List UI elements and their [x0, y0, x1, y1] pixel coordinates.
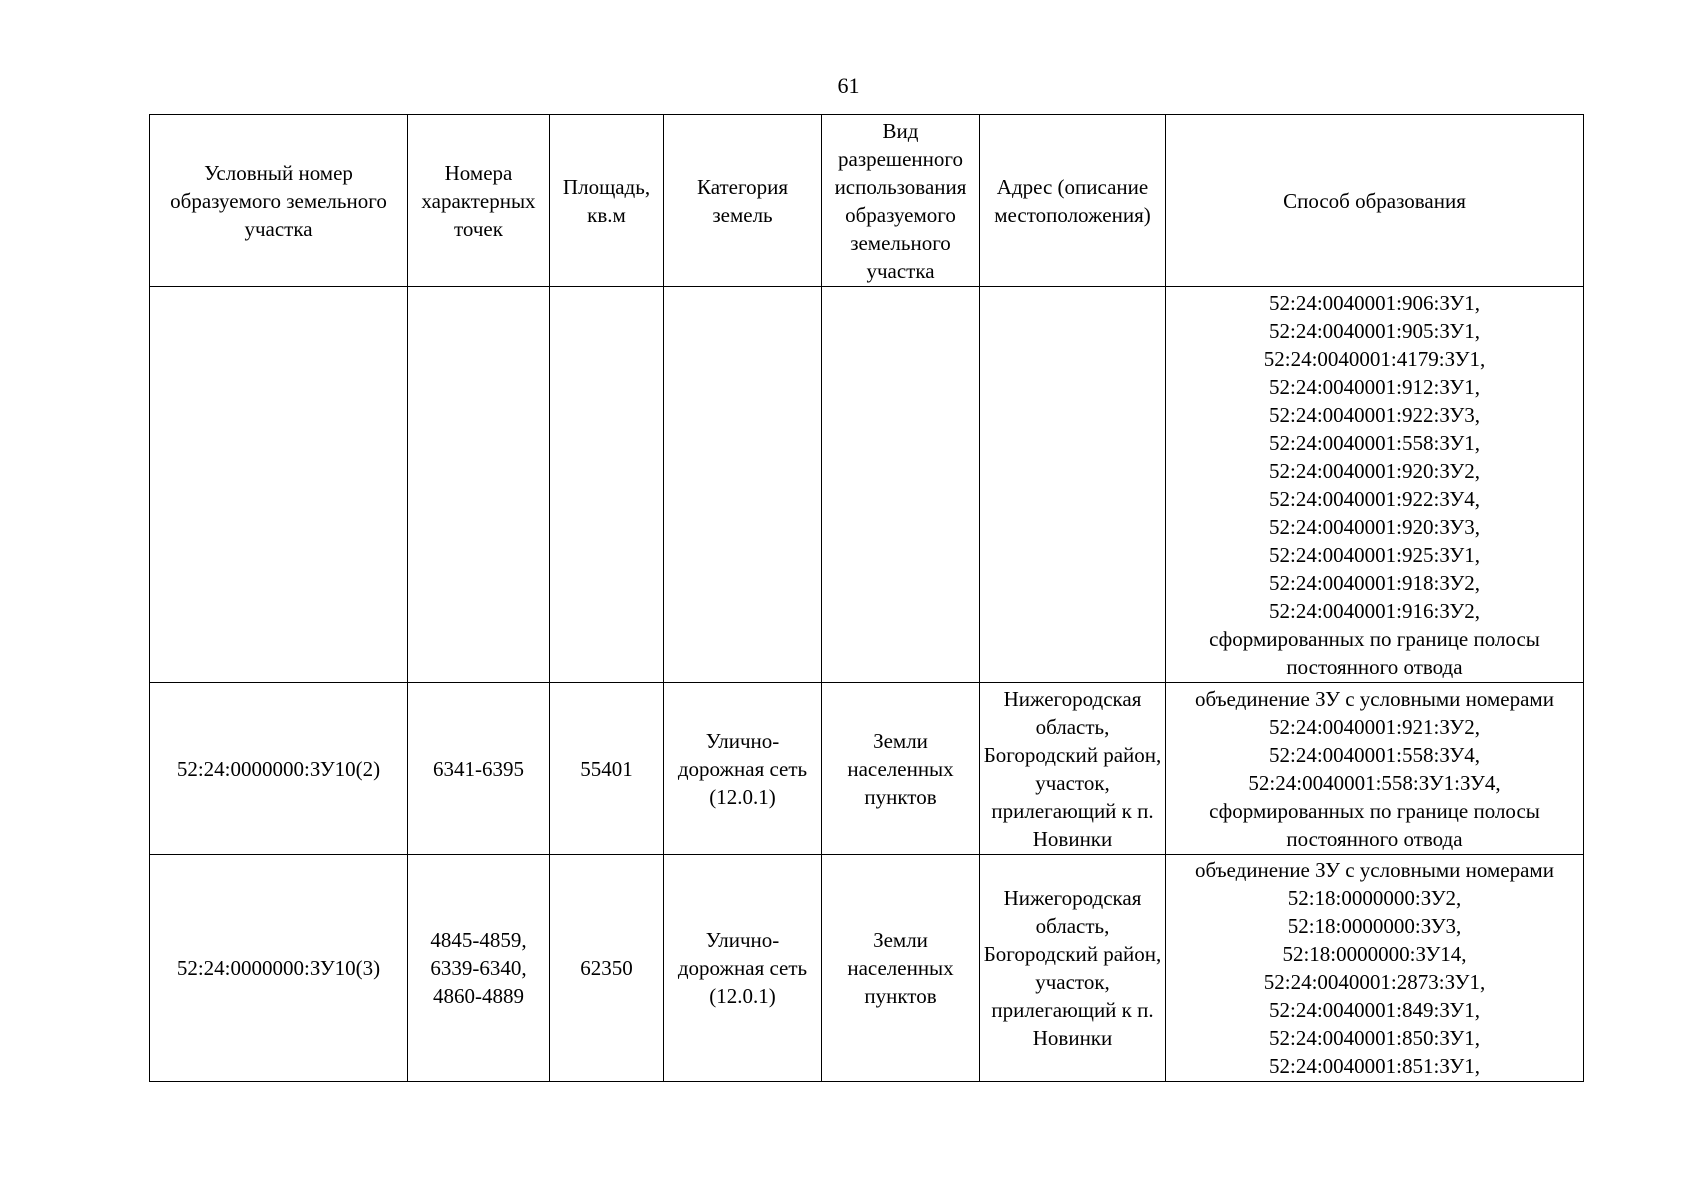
table-row	[150, 683, 1584, 855]
land-plots-table	[149, 114, 1584, 1082]
cell-plot-number: 52:24:0000000:ЗУ10(3)	[150, 855, 408, 1082]
cell-formation-method: 52:24:0040001:906:ЗУ1, 52:24:0040001:905:ЗУ1, 52:24:0040001:4179:ЗУ1, 52:24:0040001:912:ЗУ1, 52:24:0040001:922:ЗУ3, 52:24:0040001:558:ЗУ1, 52:24:0040001:920:ЗУ2, 52:24:0040001:922:ЗУ4, 52:24:0040001:920:ЗУ3, 52:24:0040001:925:ЗУ1, 52:24:0040001:918:ЗУ2, 52:24:0040001:916:ЗУ2, сформированных по границе полосы постоянного отвода	[1166, 287, 1584, 683]
cell-formation-method: объединение ЗУ с условными номерами 52:24:0040001:921:ЗУ2, 52:24:0040001:558:ЗУ4, 52:24:0040001:558:ЗУ1:ЗУ4, сформированных по границе полосы постоянного отвода	[1166, 683, 1584, 855]
header-address: Адрес (описание местоположения)	[980, 115, 1166, 287]
header-area: Площадь, кв.м	[550, 115, 664, 287]
header-permitted-use: Вид разрешенного использования образуемого земельного участка	[822, 115, 980, 287]
header-row	[150, 115, 1584, 287]
cell-address: Нижегородская область, Богородский район, участок, прилегающий к п. Новинки	[980, 683, 1166, 855]
cell-area	[550, 287, 664, 683]
cell-permitted-use: Земли населенных пунктов	[822, 855, 980, 1082]
table-body	[150, 287, 1584, 1082]
cell-formation-method: объединение ЗУ с условными номерами 52:18:0000000:ЗУ2, 52:18:0000000:ЗУ3, 52:18:0000000:ЗУ14, 52:24:0040001:2873:ЗУ1, 52:24:0040001:849:ЗУ1, 52:24:0040001:850:ЗУ1, 52:24:0040001:851:ЗУ1,	[1166, 855, 1584, 1082]
table-row	[150, 287, 1584, 683]
table-row	[150, 855, 1584, 1082]
cell-address: Нижегородская область, Богородский район, участок, прилегающий к п. Новинки	[980, 855, 1166, 1082]
cell-permitted-use: Земли населенных пунктов	[822, 683, 980, 855]
cell-points	[408, 287, 550, 683]
cell-points: 4845-4859, 6339-6340, 4860-4889	[408, 855, 550, 1082]
cell-permitted-use	[822, 287, 980, 683]
cell-address	[980, 287, 1166, 683]
header-plot-number: Условный номер образуемого земельного участка	[150, 115, 408, 287]
cell-plot-number: 52:24:0000000:ЗУ10(2)	[150, 683, 408, 855]
cell-category: Улично-дорожная сеть (12.0.1)	[664, 855, 822, 1082]
header-points: Номера характерных точек	[408, 115, 550, 287]
cell-category: Улично-дорожная сеть (12.0.1)	[664, 683, 822, 855]
cell-points: 6341-6395	[408, 683, 550, 855]
page-number: 61	[837, 73, 860, 98]
header-formation-method: Способ образования	[1166, 115, 1584, 287]
cell-area: 62350	[550, 855, 664, 1082]
cell-category	[664, 287, 822, 683]
cell-area: 55401	[550, 683, 664, 855]
header-category: Категория земель	[664, 115, 822, 287]
cell-plot-number	[150, 287, 408, 683]
table-header	[150, 115, 1584, 287]
